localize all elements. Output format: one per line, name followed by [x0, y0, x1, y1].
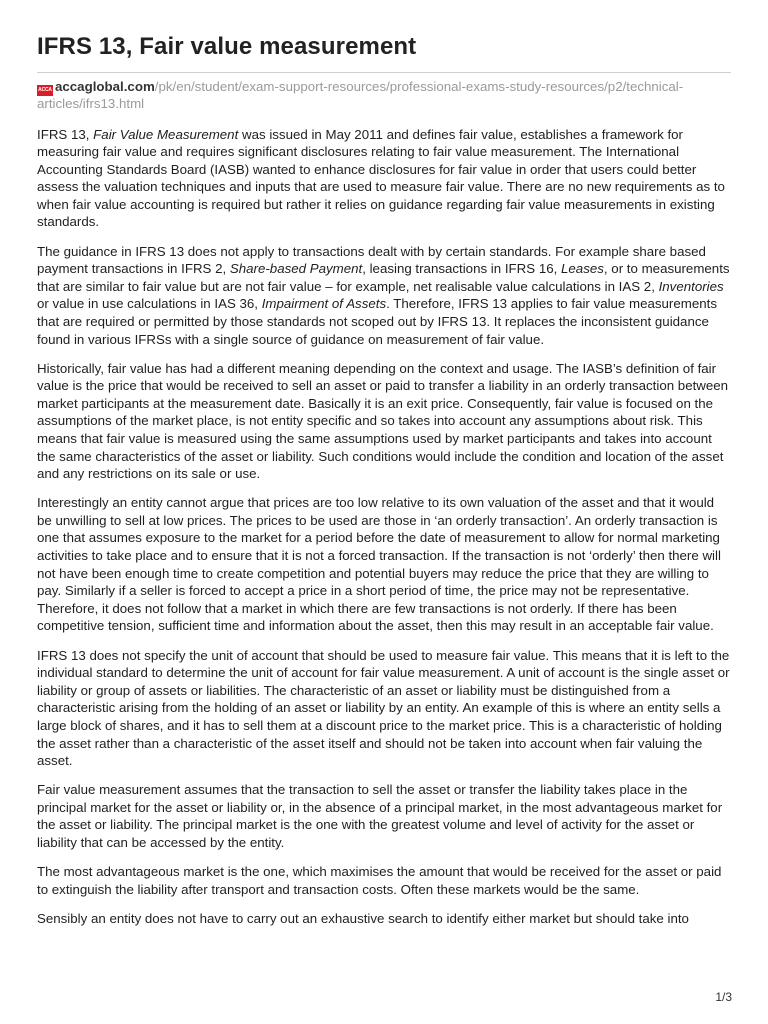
- italic-reference: Share-based Payment: [229, 261, 363, 277]
- acca-logo-icon: ACCA: [37, 85, 53, 96]
- source-domain-link[interactable]: accaglobal.com: [55, 79, 155, 94]
- italic-reference: Inventories: [658, 278, 724, 294]
- text-segment: , or to measurements that are similar to fair value but are not fair value – for example, net realisable value calculations in IAS 2,: [37, 261, 730, 294]
- text-segment: Historically, fair value has had a different meaning depending on the context and usage. The IASB’s definition of fair value is the price that would be received to sell an asset or paid to transfer a liability in an orderly transaction between market participants at the measurement date. Basically it is an exit price. Consequently, fair value is focused on the assumptions of the market place, is not entity specific and so takes into account any assumptions about risk. This means that fair value is measured using the same assumptions used by market participants and takes into account the same characteristics of the asset or liability. Such conditions would include the condition and location of the asset and any restrictions on its sale or use.: [37, 360, 729, 482]
- text-segment: IFRS 13 does not specify the unit of account that should be used to measure fair value. This means that it is left to the individual standard to determine the unit of account for fair value measurement. A unit of account is the single asset or liability or group of assets or liabilities. The characteristic of an asset or liability must be distinguished from a characteristic arising from the holding of an asset or liability by an entity. An example of this is where an entity sells a large block of shares, and it has to sell them at a discount price to the market price. This is a characteristic of holding the asset rather than a characteristic of the asset itself and should not be taken into account when fair valuing the asset.: [37, 647, 730, 769]
- italic-reference: Impairment of Assets: [261, 296, 387, 312]
- title-divider: [37, 72, 731, 73]
- text-segment: The guidance in IFRS 13 does not apply to transactions dealt with by certain standards. For example share based payment transactions in IFRS 2,: [37, 243, 706, 277]
- paragraph-3: [37, 360, 731, 483]
- text-segment: was issued in May 2011 and defines fair value, establishes a framework for measuring fair value and requires significant disclosures relating to fair value measurement. The International Accounting Standards Board (IASB) wanted to enhance disclosures for fair value in order that users could better assess the valuation techniques and inputs that are used to measure fair value. There are no new requirements as to when fair value accounting is required but rather it relies on guidance regarding fair value measurements in existing standards.: [37, 126, 725, 230]
- source-path: /pk/en/student/exam-support-resources/professional-exams-study-resources/p2/technical-articles/ifrs13.html: [37, 79, 684, 111]
- article-body: [37, 126, 731, 928]
- italic-reference: Leases: [561, 261, 604, 277]
- text-segment: , leasing transactions in IFRS 16,: [362, 261, 562, 277]
- text-segment: The most advantageous market is the one, which maximises the amount that would be received for the asset or paid to extinguish the liability after transport and transaction costs. Often these markets would be the same.: [37, 864, 722, 897]
- text-segment: or value in use calculations in IAS 36,: [37, 296, 262, 312]
- italic-reference: Fair Value Measurement: [93, 126, 239, 142]
- paragraph-7: [37, 863, 731, 898]
- text-segment: IFRS 13,: [37, 126, 94, 142]
- page-number: 1/3: [715, 990, 732, 1004]
- text-segment: Interestingly an entity cannot argue that prices are too low relative to its own valuation of the asset and that it would be unwilling to sell at low prices. The prices to be used are those in ‘an orderly transaction’. An orderly transaction is one that assumes exposure to the market for a period before the date of measurement to allow for normal marketing activities to take place and to ensure that it is not a forced transaction. If the transaction is not ‘orderly’ then there will not have been enough time to create competition and potential buyers may reduce the price that they are willing to pay. Similarly if a seller is forced to accept a price in a short period of time, the price may not be representative. Therefore, it does not follow that a market in which there are few transactions is not orderly. If there has been competitive tension, sufficient time and information about the asset, then this may result in an acceptable fair value.: [37, 495, 721, 634]
- paragraph-6: [37, 781, 731, 851]
- text-segment: Sensibly an entity does not have to carry out an exhaustive search to identify either market but should take into: [37, 910, 689, 926]
- source-line: [37, 79, 731, 112]
- text-segment: . Therefore, IFRS 13 applies to fair value measurements that are required or permitted by those standards not scoped out by IFRS 13. It replaces the inconsistent guidance found in various IFRSs with a single source of guidance on measurement of fair value.: [37, 296, 717, 347]
- text-segment: Fair value measurement assumes that the transaction to sell the asset or transfer the liability takes place in the principal market for the asset or liability or, in the absence of a principal market, in the most advantageous market for the asset or liability. The principal market is the one with the greatest volume and level of activity for the asset or liability that can be accessed by the entity.: [37, 782, 723, 850]
- page-title: IFRS 13, Fair value measurement: [37, 33, 417, 60]
- paragraph-2: [37, 243, 731, 349]
- paragraph-4: [37, 494, 731, 635]
- document-page: [37, 32, 731, 939]
- paragraph-8: [37, 910, 731, 928]
- paragraph-5: [37, 647, 731, 770]
- paragraph-1: [37, 126, 731, 232]
